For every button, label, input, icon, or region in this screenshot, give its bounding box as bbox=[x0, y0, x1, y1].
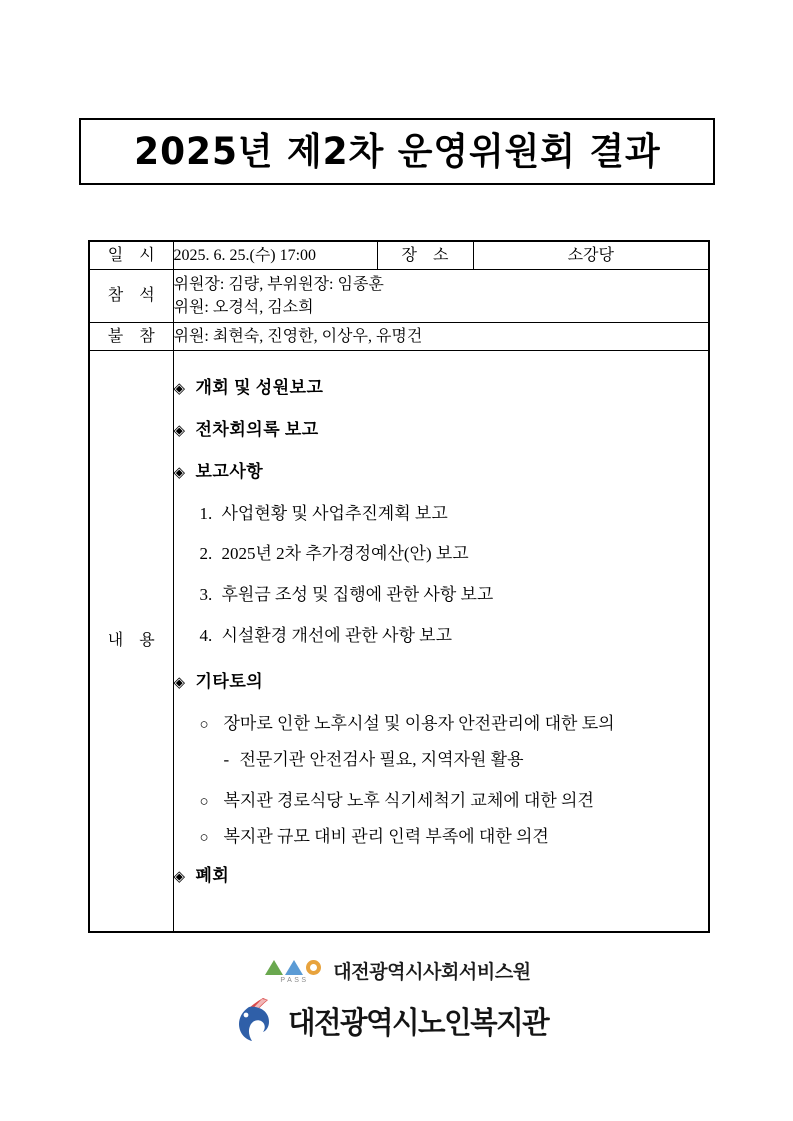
green-chevron-icon bbox=[265, 960, 283, 975]
list-item-label: 복지관 경로식당 노후 식기세척기 교체에 대한 의견 bbox=[223, 791, 594, 811]
list-item-index: 2. bbox=[199, 544, 213, 564]
diamond-bullet-icon: ◈ bbox=[173, 423, 186, 440]
place-label: 장 소 bbox=[377, 241, 473, 270]
table-row-content bbox=[89, 351, 709, 933]
logo-daejeon-social-service-agency-label: 대전광역시사회서비스원 bbox=[333, 960, 531, 983]
list-item-label: 2025년 2차 추가경정예산(안) 보고 bbox=[221, 544, 469, 564]
circle-bullet-icon: ○ bbox=[199, 830, 209, 847]
attend-label: 참 석 bbox=[89, 270, 173, 323]
list-item-label: 시설환경 개선에 관한 사항 보고 bbox=[221, 625, 452, 645]
datetime-label: 일 시 bbox=[89, 241, 173, 270]
list-item-index: 1. bbox=[199, 503, 213, 523]
list-item-index: 4. bbox=[199, 625, 213, 645]
datetime-value: 2025. 6. 25.(수) 17:00 bbox=[173, 241, 377, 270]
orange-ring-icon bbox=[306, 960, 321, 975]
table-row-absentees bbox=[89, 323, 709, 351]
diamond-bullet-icon: ◈ bbox=[173, 675, 186, 692]
absent-value: 위원: 최현숙, 진영한, 이상우, 유명건 bbox=[173, 323, 709, 351]
blue-chevron-icon bbox=[285, 960, 303, 975]
agenda-heading-other-discussion-label: 기타토의 bbox=[195, 672, 264, 692]
logo-daejeon-senior-welfare-center-label: 대전광역시노인복지관 bbox=[287, 1006, 548, 1041]
dash-bullet-icon: - bbox=[223, 749, 230, 769]
list-item-label: 복지관 규모 대비 관리 인력 부족에 대한 의견 bbox=[223, 827, 549, 847]
list-item-index: 3. bbox=[199, 584, 213, 604]
logo-daejeon-senior-welfare-center bbox=[232, 994, 562, 1046]
absent-label: 불 참 bbox=[89, 323, 173, 351]
list-item bbox=[174, 712, 709, 737]
list-item-detail bbox=[174, 748, 709, 773]
agenda-list bbox=[174, 376, 709, 888]
pass-logo-shapes bbox=[265, 957, 321, 975]
diamond-bullet-icon: ◈ bbox=[173, 381, 186, 398]
page-title: 2025년 제2차 운영위원회 결과 bbox=[133, 130, 661, 173]
list-item bbox=[174, 583, 709, 608]
diamond-bullet-icon: ◈ bbox=[173, 868, 186, 885]
table-row-datetime bbox=[89, 241, 709, 270]
document-title-box bbox=[79, 118, 715, 185]
content-cell bbox=[173, 351, 709, 933]
circle-bullet-icon: ○ bbox=[199, 716, 209, 733]
list-item bbox=[174, 825, 709, 850]
list-item bbox=[174, 789, 709, 814]
agenda-heading-previous-minutes-label: 전차회의록 보고 bbox=[195, 420, 319, 440]
attend-line-members: 위원: 오경석, 김소희 bbox=[173, 299, 314, 316]
agenda-heading-opening-label: 개회 및 성원보고 bbox=[195, 378, 324, 398]
pass-logo-wordmark: PASS bbox=[280, 976, 309, 984]
list-item bbox=[174, 542, 709, 567]
agenda-heading-opening bbox=[174, 376, 709, 401]
list-item-label: 장마로 인한 노후시설 및 이용자 안전관리에 대한 토의 bbox=[223, 713, 615, 733]
pass-logo-icon bbox=[262, 957, 324, 984]
agenda-heading-closing-label: 폐회 bbox=[195, 865, 230, 885]
list-item bbox=[174, 624, 709, 649]
place-value: 소강당 bbox=[473, 241, 709, 270]
agenda-heading-other-discussion bbox=[174, 670, 709, 695]
list-item bbox=[174, 502, 709, 527]
table-row-attendees bbox=[89, 270, 709, 323]
attend-value bbox=[173, 270, 709, 323]
agenda-heading-reports bbox=[174, 460, 709, 485]
agenda-heading-previous-minutes bbox=[174, 418, 709, 443]
meeting-result-table bbox=[88, 240, 710, 933]
list-item-detail-label: 전문기관 안전검사 필요, 지역자원 활용 bbox=[239, 749, 524, 769]
attend-line-chair: 위원장: 김량, 부위원장: 임종훈 bbox=[173, 275, 384, 293]
agenda-heading-reports-label: 보고사항 bbox=[195, 461, 264, 481]
circle-bullet-icon: ○ bbox=[199, 794, 209, 811]
content-label: 내 용 bbox=[89, 351, 173, 933]
footer-logos bbox=[0, 952, 793, 1046]
senior-welfare-figure-icon bbox=[232, 995, 278, 1045]
list-item-label: 후원금 조성 및 집행에 관한 사항 보고 bbox=[221, 584, 494, 604]
list-item-label: 사업현황 및 사업추진계획 보고 bbox=[221, 503, 448, 523]
logo-daejeon-social-service-agency bbox=[262, 952, 531, 988]
agenda-heading-closing bbox=[174, 864, 709, 889]
diamond-bullet-icon: ◈ bbox=[173, 464, 186, 481]
